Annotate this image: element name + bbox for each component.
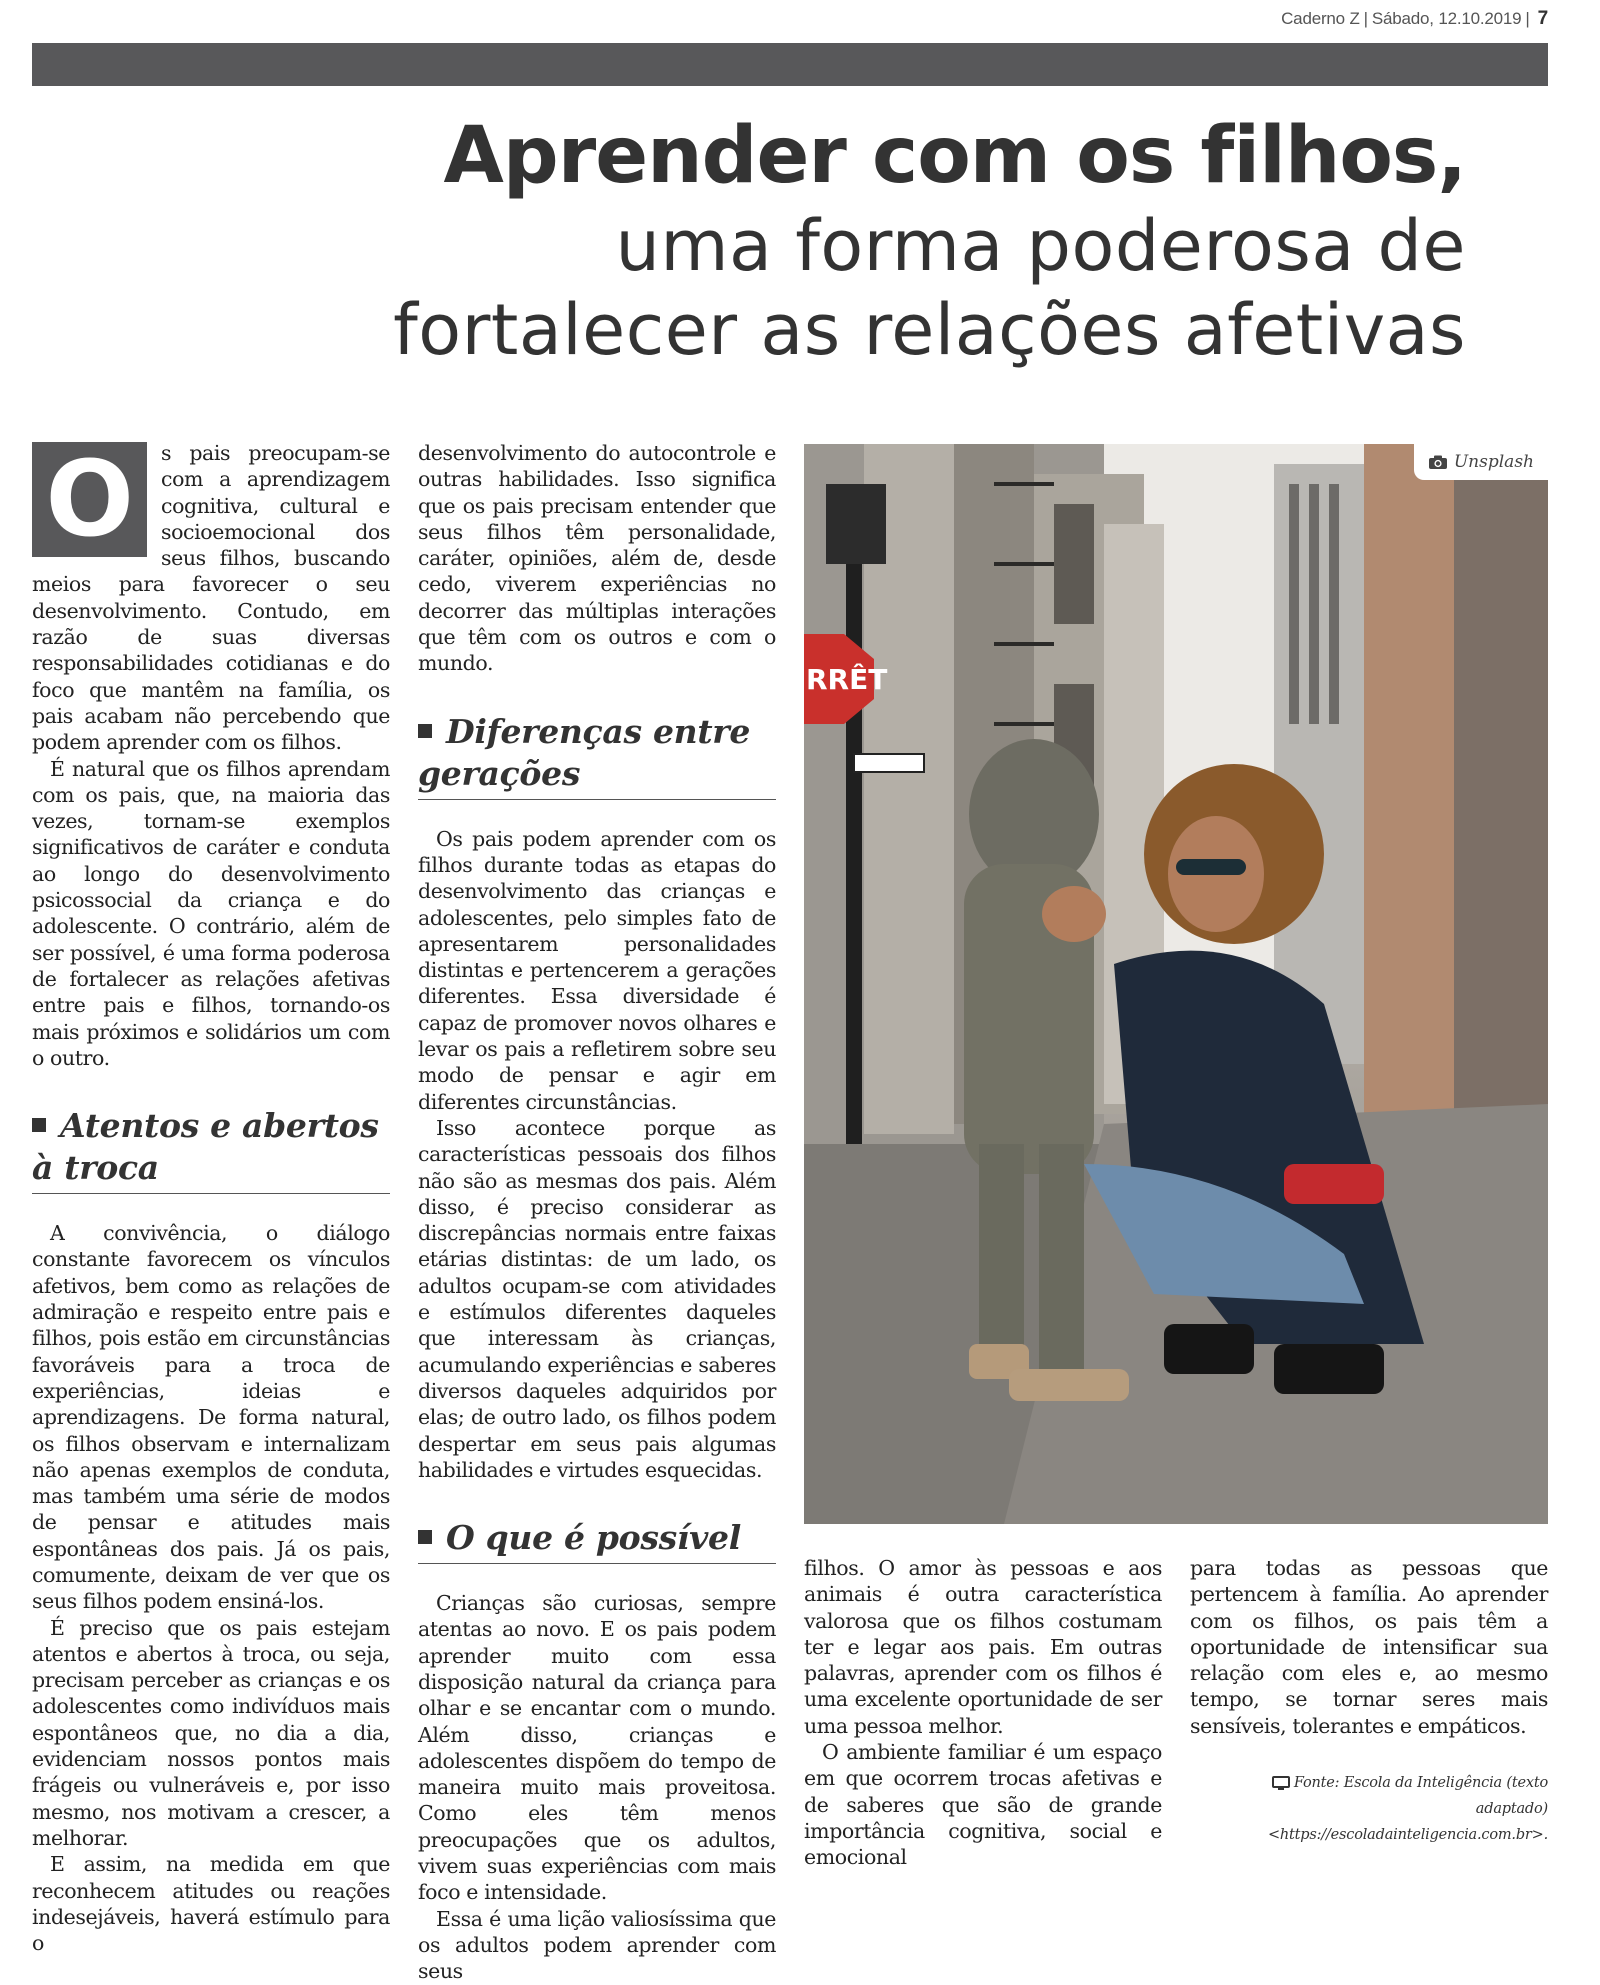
paragraph: Crianças são curiosas, sempre atentas ao novo. E os pais podem aprender muito com essa disposição natural da criança para olhar e se encantar com o mundo. Além disso, crianças e adolescentes dispõem do tempo de maneira muito mais proveitosa. Como eles têm menos preocupações que os adultos, vivem suas experiências com mais foco e intensidade. [418, 1591, 776, 1905]
monitor-icon [1272, 1776, 1290, 1791]
page-number: 7 [1537, 8, 1548, 29]
photo-credit [1414, 444, 1548, 480]
header-bar [32, 43, 1548, 86]
paragraph: Essa é uma lição valiosíssima que os adultos podem aprender com seus [418, 1906, 776, 1984]
paragraph: filhos. O amor às pessoas e aos animais é outra característica valorosa que os filhos costumam ter e legar aos pais. Em outras palavras, aprender com os filhos é uma excelente oportunidade de ser uma pessoa melhor. [804, 1556, 1162, 1738]
subheading-text: Diferenças entre gerações [418, 711, 751, 793]
photo-illustration [804, 444, 1548, 1524]
source-url: <https://escoladainteligencia.com.br>. [1267, 1827, 1548, 1843]
bullet-square-icon [418, 724, 432, 738]
page-header: Caderno Z | Sábado, 12.10.2019 | 7 [1281, 8, 1548, 29]
paragraph: O ambiente familiar é um espaço em que ocorrem trocas afetivas e de saberes que são de grande importância cognitiva, social e emocional [804, 1740, 1162, 1870]
section-name: Caderno Z [1281, 9, 1360, 28]
headline [393, 108, 1466, 372]
camera-icon [1428, 454, 1448, 470]
subheading-text: O que é possível [446, 1518, 741, 1558]
paragraph: s pais preocupam-se com a aprendizagem cognitiva, cultural e socioemocional dos seus filhos, buscando meios para favorecer o seu desenvolvimento. Contudo, em razão de suas diversas responsabilidades cotidianas e do foco que mantêm na família, os pais acabam não percebendo que podem aprender com os filhos. [32, 441, 390, 755]
subheading [418, 711, 776, 800]
article-column-3 [804, 1555, 1162, 1871]
paragraph: desenvolvimento do autocontrole e outras habilidades. Isso significa que os pais precisam entender que seus filhos têm personalidade, caráter, opiniões, além de, desde cedo, viverem experiências no decorrer das múltiplas interações que têm com os outros e com o mundo. [418, 441, 776, 676]
source-text: Fonte: Escola da Inteligência (texto adaptado) [1293, 1775, 1548, 1817]
photo-credit-text: Unsplash [1453, 452, 1534, 472]
bullet-square-icon [418, 1530, 432, 1544]
article-column-1 [32, 440, 390, 1956]
bullet-square-icon [32, 1118, 46, 1132]
paragraph: É natural que os filhos aprendam com os pais, que, na maioria das vezes, tornam-se exemplos significativos de caráter e conduta ao longo do desenvolvimento psicossocial da criança e do adolescente. O contrário, além de ser possível, é uma forma poderosa de fortalecer as relações afetivas entre pais e filhos, tornando-os mais próximos e solidários um com o outro. [32, 756, 390, 1070]
article-column-4 [1190, 1555, 1548, 1739]
paragraph: A convivência, o diálogo constante favorecem os vínculos afetivos, bem como as relações de admiração e respeito entre pais e filhos, pois estão em circunstâncias favoráveis para a troca de experiências, ideias e aprendizagens. De forma natural, os filhos observam e internalizam não apenas exemplos de conduta, mas também uma série de modos de pensar e atitudes mais espontâneas dos pais. Já os pais, comumente, deixam de ver que os seus filhos podem ensiná-los. [32, 1221, 390, 1614]
paragraph: para todas as pessoas que pertencem à família. Ao aprender com os filhos, os pais têm a oportunidade de intensificar sua relação com eles e, ao mesmo tempo, se tornar seres mais sensíveis, tolerantes e empáticos. [1190, 1556, 1548, 1738]
paragraph: Os pais podem aprender com os filhos durante todas as etapas do desenvolvimento das crianças e adolescentes, pelo simples fato de apresentarem personalidades distintas e pertencerem a gerações diferentes. Essa diversidade é capaz de promover novos olhares e levar os pais a refletirem sobre seu modo de pensar e agir em diferentes circunstâncias. [418, 826, 776, 1114]
headline-line-1: Aprender com os filhos, [443, 111, 1466, 201]
paragraph: É preciso que os pais estejam atentos e abertos à troca, ou seja, precisam perceber as crianças e os adolescentes como indivíduos mais espontâneos que, no dia a dia, evidenciam nossos pontos mais frágeis ou vulneráveis e, por isso mesmo, nos motivam a crescer, a melhorar. [32, 1615, 390, 1850]
drop-cap: O [32, 442, 147, 557]
svg-text:RRÊT: RRÊT [806, 663, 888, 696]
headline-line-2: uma forma poderosa de [615, 205, 1466, 287]
issue-date: Sábado, 12.10.2019 [1371, 9, 1522, 28]
source-note [1196, 1770, 1548, 1848]
headline-line-3: fortalecer as relações afetivas [393, 289, 1466, 371]
subheading [32, 1105, 390, 1194]
paragraph: Isso acontece porque as características pessoais dos filhos não são as mesmas dos pais. Além disso, é preciso considerar as discrepâncias normais entre faixas etárias distintas: de um lado, os adultos ocupam-se com atividades e estímulos diferentes daqueles que interessam às crianças, acumulando experiências e saberes diversos daqueles adquiridos por elas; de outro lado, os filhos podem despertar em seus pais algumas habilidades e virtudes esquecidas. [418, 1115, 776, 1482]
article-photo [804, 444, 1548, 1524]
article-column-2 [418, 440, 776, 1985]
paragraph: E assim, na medida em que reconhecem atitudes ou reações indesejáveis, haverá estímulo para o [32, 1852, 390, 1956]
subheading-text: Atentos e abertos à troca [32, 1106, 379, 1188]
subheading [418, 1517, 776, 1564]
